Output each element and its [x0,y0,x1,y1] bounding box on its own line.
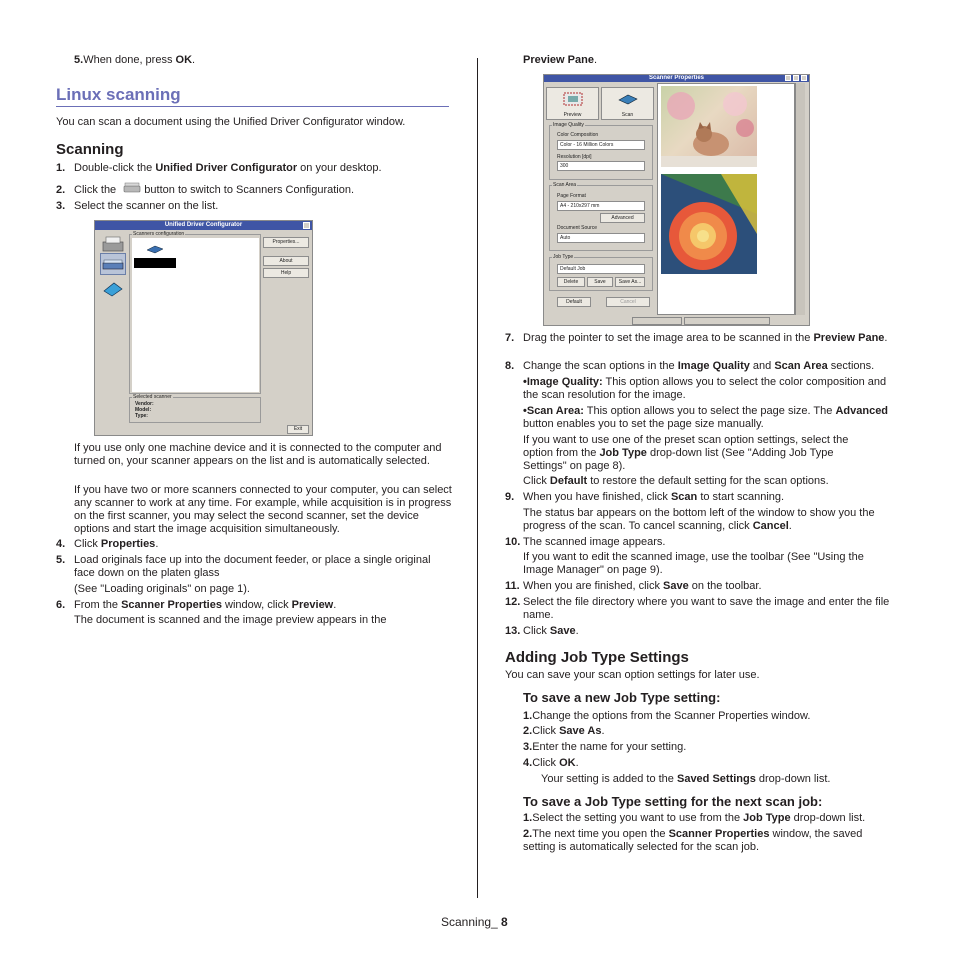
step-4-num: 4. [56,538,66,550]
scanning-heading: Scanning [56,141,124,158]
step-12-text: Select the file directory where you want to save the image and enter the file name. [523,596,890,621]
advanced-button[interactable]: Advanced [600,213,645,223]
step-13-num: 13. [505,625,521,637]
type-label: Type: [135,413,148,419]
job-type-label: Job Type [553,254,574,260]
step-2-num: 2. [56,184,66,196]
step-10-num: 10. [505,536,521,548]
next-step-2: 2.The next time you open the Scanner Properties window, the saved setting is automatically selected for the scan job. [523,828,863,853]
udc-window [94,220,313,436]
step-5-text: Load originals face up into the document feeder, or place a single original face down on the platen glass [74,554,431,579]
step-10-note: If you want to edit the scanned image, use the toolbar (See "Using the Image Manager" on page 9). [523,551,864,576]
bullet-scan-area: •Scan Area: This option allows you to select the page size. The Advanced button enables you to set the page size manually. [523,405,889,430]
step-3-num: 3. [56,200,66,212]
scanner-list-item-selected[interactable] [134,258,176,268]
help-button[interactable]: Help [263,268,309,278]
multi-scanner-paragraph: If you have two or more scanners connected to your computer, you can select any scanner to work at any time. For example, while acquisition is in progress on the first scanner, you may select the second scanner, set the device options and start the image acquisition simultaneously. [74,484,452,535]
step-10-text: The scanned image appears. [523,536,666,548]
step-9-text: When you have finished, click Scan to start scanning. [523,491,785,503]
scan-button[interactable]: Scan [601,87,654,120]
adding-job-type-heading: Adding Job Type Settings [505,649,689,666]
preview-scrollbar[interactable] [795,83,805,315]
status-bar-paragraph: The status bar appears on the bottom left of the window to show you the progress of the scan. To cancel scanning, click Cancel. [523,507,875,532]
model-label: Model: [135,407,152,413]
color-composition-label: Color Composition [557,132,599,138]
step-2-text: Click the button to switch to Scanners Configuration. [74,184,355,196]
flower-photo-image [661,174,757,274]
document-source-select[interactable]: Auto [557,233,645,243]
scanner-list[interactable] [132,238,259,392]
next-step-1: 1.Select the setting you want to use from the Job Type drop-down list. [523,812,866,824]
preview-pane[interactable] [657,83,795,315]
udc-titlebar: Unified Driver Configurator [95,221,312,230]
step-7-num: 7. [505,332,515,344]
adding-job-type-intro: You can save your scan option settings for later use. [505,669,760,681]
step-5-note: (See "Loading originals" on page 1). [74,583,250,595]
scan-area-label: Scan Area [553,182,577,188]
step-7-text: Drag the pointer to set the image area to be scanned in the Preview Pane. [523,332,888,344]
preset-paragraph: If you want to use one of the preset scan option settings, select the option from the Job Type drop-down list (See "Adding Job Type Settings" on page 8). [523,434,849,472]
default-button[interactable]: Default [557,297,591,307]
preview-button[interactable]: Preview [546,87,599,120]
step-5-done: 5.When done, press OK. [74,54,196,66]
preview-pane-continued: Preview Pane. [523,54,597,66]
scanner-config-icon[interactable] [100,253,126,275]
save-button[interactable]: Save [587,277,613,287]
step-3-text: Select the scanner on the list. [74,200,219,212]
step-4-text: Click Properties. [74,538,159,550]
step-1-text: Double-click the Unified Driver Configurator on your desktop. [74,162,382,174]
page-format-select[interactable]: A4 - 210x297 mm [557,201,645,211]
step-11-text: When you are finished, click Save on the toolbar. [523,580,762,592]
section-title: Linux scanning [56,85,181,104]
step-12-num: 12. [505,596,521,608]
step-13-text: Click Save. [523,625,579,637]
title-rule [56,106,449,107]
status-bar-progress [684,317,770,325]
document-source-label: Document Source [557,225,598,231]
new-step-4: 4.Click OK. [523,757,579,769]
about-button[interactable]: About [263,256,309,266]
port-config-icon[interactable] [100,277,126,299]
printer-config-icon[interactable] [100,233,126,255]
delete-button[interactable]: Delete [557,277,585,287]
props-maximize-icon[interactable] [793,75,799,81]
cancel-button[interactable]: Cancel [606,297,650,307]
job-type-select[interactable]: Default Job [557,264,645,274]
image-quality-label: Image Quality [553,122,584,128]
props-minimize-icon[interactable] [785,75,791,81]
save-next-job-heading: To save a Job Type setting for the next scan job: [523,794,823,809]
save-as-button[interactable]: Save As... [615,277,645,287]
exit-button[interactable]: Exit [287,425,309,434]
new-step-2: 2.Click Save As. [523,725,605,737]
save-new-job-type-heading: To save a new Job Type setting: [523,690,721,705]
step-5-num: 5. [56,554,66,566]
props-titlebar: Scanner Properties [544,75,809,82]
scanner-config-button-icon [123,180,141,194]
close-icon[interactable] [303,222,310,229]
step-11-num: 11. [505,580,520,592]
bullet-image-quality: •Image Quality: This option allows you to select the color composition and the scan resolution for the image. [523,376,887,401]
properties-button[interactable]: Properties... [263,237,309,248]
intro-text: You can scan a document using the Unified Driver Configurator window. [56,116,406,128]
selected-scanner-label: Selected scanner [133,394,172,400]
step-8-text: Change the scan options in the Image Quality and Scan Area sections. [523,360,875,372]
column-divider [477,58,478,898]
page-format-label: Page Format [557,193,586,199]
preview-image-flower [661,174,757,274]
step-6-note: The document is scanned and the image preview appears in the [74,614,387,626]
step-6-num: 6. [56,599,66,611]
scanner-device-icon [145,243,165,255]
scanner-properties-window [543,74,810,326]
scan-icon [616,91,640,107]
new-step-3: 3.Enter the name for your setting. [523,741,687,753]
resolution-label: Resolution [dpi] [557,154,592,160]
scanners-configuration-label: Scanners configuration [133,231,185,237]
vendor-label: Vendor: [135,401,154,407]
single-device-paragraph: If you use only one machine device and it is connected to the computer and turned on, your scanner appears on the list and is automatically selected. [74,442,442,467]
status-bar-section [632,317,682,325]
page-footer: Scanning_ 8 [441,915,508,929]
resolution-select[interactable]: 300 [557,161,645,171]
preview-image-cat [661,86,757,167]
cat-photo-image [661,86,757,167]
step-8-num: 8. [505,360,515,372]
preview-icon [561,91,585,107]
step-1-num: 1. [56,162,66,174]
color-composition-select[interactable]: Color - 16 Million Colors [557,140,645,150]
step-6-text: From the Scanner Properties window, click Preview. [74,599,337,611]
default-paragraph: Click Default to restore the default setting for the scan options. [523,475,829,487]
step-9-num: 9. [505,491,515,503]
props-close-icon[interactable] [801,75,807,81]
new-step-4-note: Your setting is added to the Saved Settings drop-down list. [541,773,831,785]
new-step-1: 1.Change the options from the Scanner Properties window. [523,710,811,722]
